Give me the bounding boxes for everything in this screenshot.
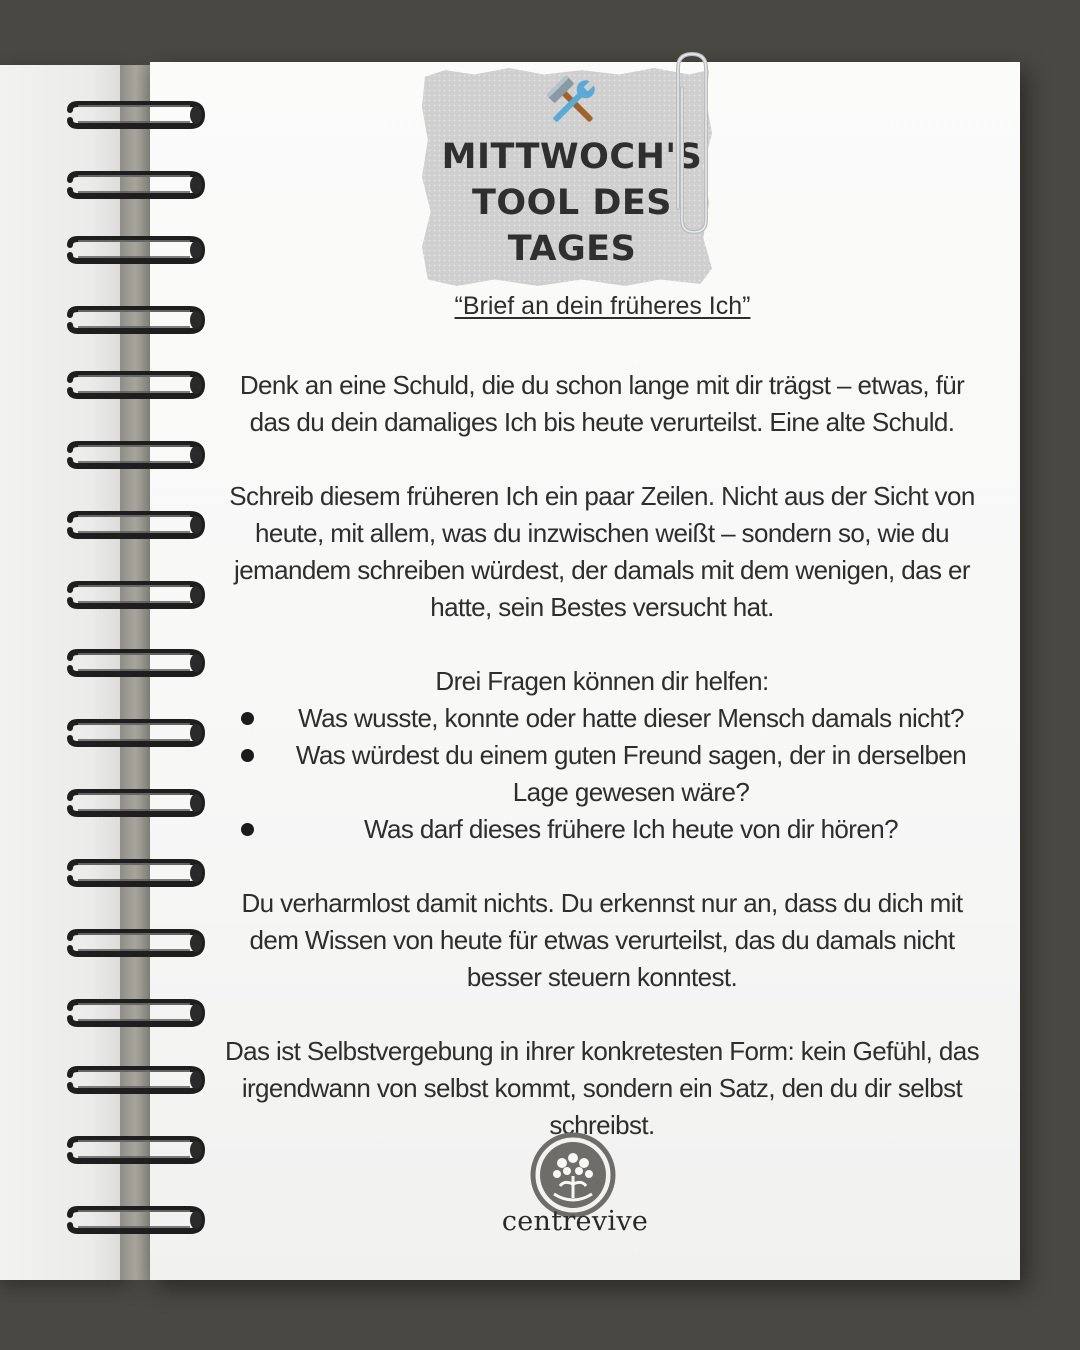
subtitle: “Brief an dein früheres Ich” [454,292,751,320]
binding-ring [64,1135,208,1165]
binding-ring [64,718,208,748]
list-item-text: Was wusste, konnte oder hatte dieser Mensch damals nicht? [298,703,964,733]
bullet-icon [241,712,254,725]
note-title-line-1: MITTWOCH'S [441,137,703,177]
paragraph-3: Drei Fragen können dir helfen: [435,666,769,696]
binding-ring [64,370,208,400]
binding-ring [64,998,208,1028]
binding-ring [64,1205,208,1235]
list-item-text: Was darf dieses frühere Ich heute von dir hören? [364,814,898,844]
binding-ring [64,100,208,130]
bullet-icon [241,823,254,836]
note-title-line-3: TAGES [507,229,637,269]
bullet-icon [241,749,254,762]
paragraph-5: Das ist Selbstvergebung in ihrer konkretesten Form: kein Gefühl, das irgendwann von selbst kommt, sondern ein Satz, den du dir selbst schreibst. [224,1036,980,1140]
binding-ring [64,1065,208,1095]
binding-ring [64,510,208,540]
binding-ring [64,580,208,610]
binding-ring [64,788,208,818]
hammer-wrench-icon [543,72,603,137]
binding-ring [64,170,208,200]
binding-ring [64,858,208,888]
binding-ring [64,440,208,470]
list-item-text: Was würdest du einem guten Freund sagen, der in derselben Lage gewesen wäre? [295,740,967,807]
paragraph-1: Denk an eine Schuld, die du schon lange mit dir trägst – etwas, für das du dein damaliges Ich bis heute verurteilst. Eine alte Schuld. [239,370,965,437]
paperclip-icon [664,48,724,243]
paragraph-2: Schreib diesem früheren Ich ein paar Zeilen. Nicht aus der Sicht von heute, mit allem, was du inzwischen weißt – sondern so, wie du jemandem schreiben würdest, der damals mit dem wenigen, das er hatte, sein Bestes versucht hat. [229,481,975,622]
binding-ring [64,648,208,678]
paragraph-4: Du verharmlost damit nichts. Du erkennst nur an, dass du dich mit dem Wissen von heute für etwas verurteilst, das du damals nicht besser steuern konntest. [241,888,963,992]
note-title-line-2: TOOL DES [471,183,673,223]
brand-name: centrevive [501,1206,649,1237]
binding-ring [64,928,208,958]
binding-ring [64,305,208,335]
binding-ring [64,235,208,265]
